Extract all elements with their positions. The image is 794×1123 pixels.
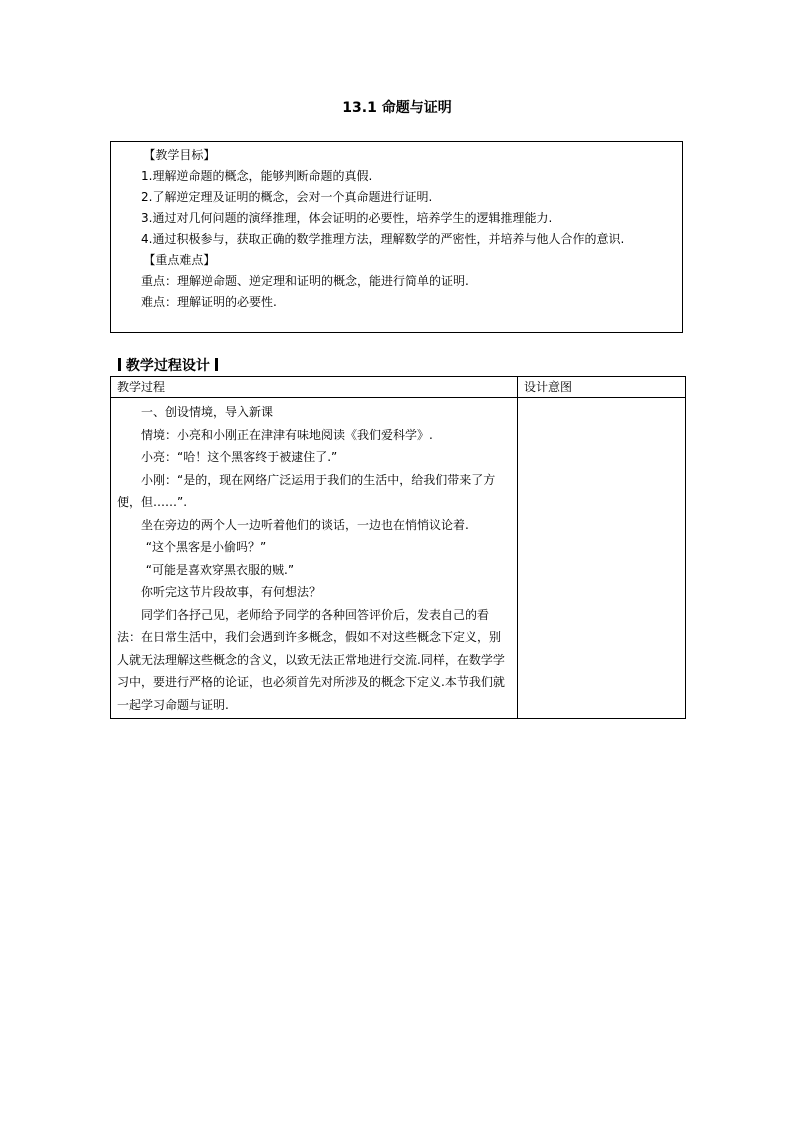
objective-item: 3.通过对几何问题的演绎推理，体会证明的必要性，培养学生的逻辑推理能力. bbox=[141, 211, 553, 225]
column-header-process: 教学过程 bbox=[111, 377, 518, 398]
difficult-point: 难点：理解证明的必要性. bbox=[141, 295, 277, 309]
paragraph: “可能是喜欢穿黑衣服的贼.” bbox=[145, 562, 295, 577]
heading-bar-right bbox=[215, 358, 218, 371]
paragraph: 坐在旁边的两个人一边听着他们的谈话，一边也在悄悄议论着. bbox=[141, 517, 469, 532]
objective-item: 2.了解逆定理及证明的概念，会对一个真命题进行证明. bbox=[141, 190, 433, 204]
design-intent-cell bbox=[518, 398, 686, 719]
heading-bar-left bbox=[118, 358, 121, 371]
paragraph: 情境：小亮和小刚正在津津有味地阅读《我们爱科学》. bbox=[141, 427, 433, 442]
paragraph: 小亮：“哈！这个黑客终于被逮住了.” bbox=[141, 450, 338, 464]
table-header-row bbox=[111, 377, 686, 398]
column-header-intent: 设计意图 bbox=[518, 377, 686, 398]
objective-item: 4.通过积极参与，获取正确的数学推理方法，理解数学的严密性，并培养与他人合作的意识. bbox=[141, 232, 625, 246]
objectives-box bbox=[110, 141, 683, 333]
key-difficult-heading: 【重点难点】 bbox=[143, 253, 216, 267]
paragraph: “这个黑客是小偷吗？” bbox=[145, 540, 267, 554]
key-point: 重点：理解逆命题、逆定理和证明的概念，能进行简单的证明. bbox=[141, 274, 469, 288]
page-title: 13.1 命题与证明 bbox=[342, 100, 452, 116]
section-title: 一、创设情境，导入新课 bbox=[141, 405, 274, 419]
table-row bbox=[111, 398, 686, 719]
process-heading bbox=[118, 356, 218, 376]
objective-item: 1.理解逆命题的概念，能够判断命题的真假. bbox=[141, 169, 373, 183]
process-table bbox=[110, 376, 686, 719]
paragraph: 同学们各抒己见，老师给予同学的各种回答评价后，发表自己的看法：在日常生活中，我们会遇到许多概念，假如不对这些概念下定义，别人就无法理解这些概念的含义，以致无法正常地进行交流.同样，在数学学习中，要进行严格的论证，也必须首先对所涉及的概念下定义.本节我们就一起学习命题与证明. bbox=[117, 607, 505, 712]
objectives-heading: 【教学目标】 bbox=[143, 148, 216, 162]
paragraph: 小刚：“是的，现在网络广泛运用于我们的生活中，给我们带来了方便，但……”. bbox=[117, 472, 496, 509]
process-cell bbox=[111, 398, 518, 719]
process-heading-text: 教学过程设计 bbox=[125, 358, 210, 374]
paragraph: 你听完这节片段故事，有何想法？ bbox=[141, 585, 322, 599]
